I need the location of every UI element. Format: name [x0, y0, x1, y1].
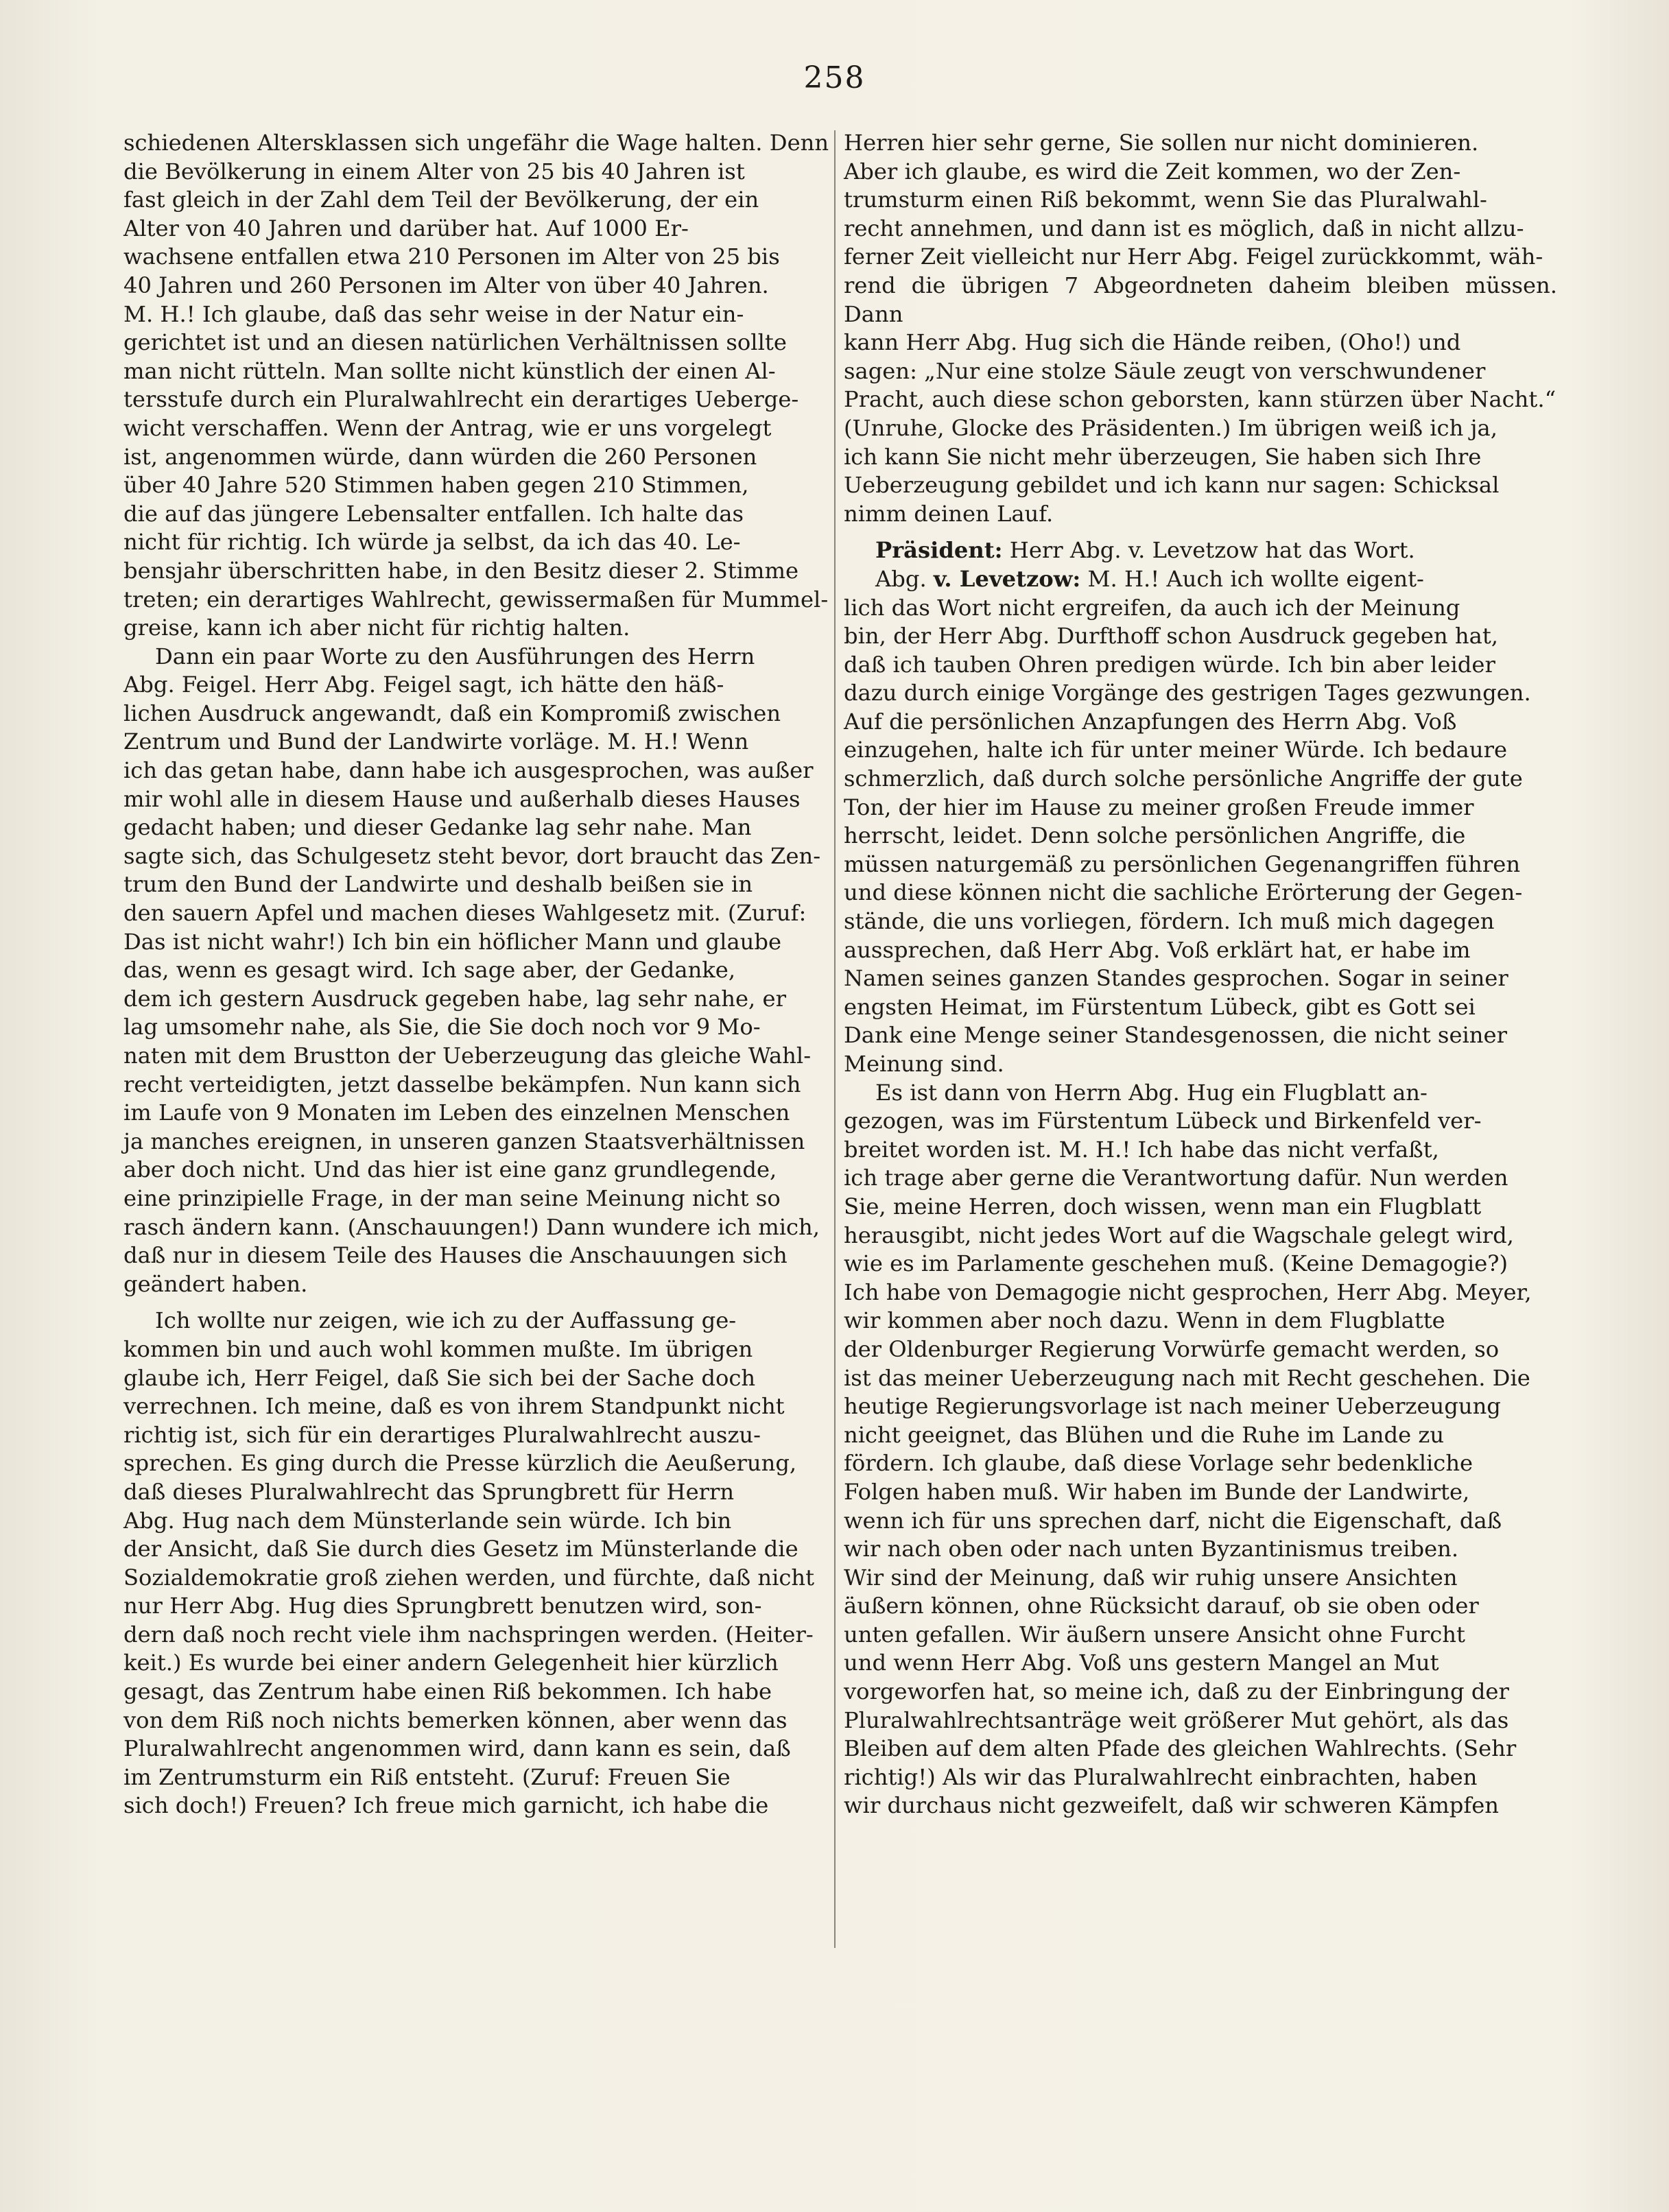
text-line: Das ist nicht wahr!) Ich bin ein höflicher Mann und glaube: [123, 928, 782, 955]
text-line: der Oldenburger Regierung Vorwürfe gemacht werden, so: [844, 1335, 1500, 1362]
text-line: trum den Bund der Landwirte und deshalb beißen sie in: [123, 871, 753, 898]
text-line: daß dieses Pluralwahlrecht das Sprungbrett für Herrn: [123, 1478, 735, 1505]
text-line: daß nur in diesem Teile des Hauses die Anschauungen sich: [123, 1242, 788, 1269]
text-line: gerichtet ist und an diesen natürlichen Verhältnissen sollte: [123, 329, 787, 356]
text-line: nur Herr Abg. Hug dies Sprungbrett benutzen wird, son-: [123, 1593, 762, 1619]
text-line: 40 Jahren und 260 Personen im Alter von über 40 Jahren.: [123, 272, 769, 298]
text-line: Meinung sind.: [844, 1051, 1004, 1077]
text-line: Ueberzeugung gebildet und ich kann nur sagen: Schicksal: [844, 472, 1500, 499]
text-line: dazu durch einige Vorgänge des gestrigen Tages gezwungen.: [844, 680, 1531, 706]
text-line: stände, die uns vorliegen, fördern. Ich muß mich dagegen: [844, 908, 1495, 935]
text-line: verrechnen. Ich meine, daß es von ihrem Standpunkt nicht: [123, 1393, 785, 1420]
paragraph: [123, 643, 837, 1299]
text-line: sich doch!) Freuen? Ich freue mich garnicht, ich habe die: [123, 1792, 769, 1819]
left-column: [123, 129, 837, 1820]
speaker-name: v. Levetzow:: [933, 565, 1081, 592]
text-line: der Ansicht, daß Sie durch dies Gesetz im Münsterlande die: [123, 1536, 798, 1562]
text-line: man nicht rütteln. Man sollte nicht künstlich der einen Al-: [123, 357, 776, 384]
text-line: die auf das jüngere Lebensalter entfallen. Ich halte das: [123, 500, 744, 527]
text-line: wir durchaus nicht gezweifelt, daß wir schweren Kämpfen: [844, 1792, 1500, 1819]
text-line: das, wenn es gesagt wird. Ich sage aber, der Gedanke,: [123, 957, 736, 984]
text-line: wie es im Parlamente geschehen muß. (Keine Demagogie?): [844, 1250, 1508, 1277]
text-line: greise, kann ich aber nicht für richtig halten.: [123, 615, 630, 641]
speech-text: M. H.! Auch ich wollte eigent-: [1087, 565, 1424, 592]
text-line: wenn ich für uns sprechen darf, nicht die Eigenschaft, daß: [844, 1507, 1502, 1534]
text-line: kommen bin und auch wohl kommen mußte. Im übrigen: [123, 1335, 753, 1362]
text-line: den sauern Apfel und machen dieses Wahlgesetz mit. (Zuruf:: [123, 900, 807, 927]
text-line: wir nach oben oder nach unten Byzantinismus treiben.: [844, 1536, 1459, 1562]
text-line: Ich habe von Demagogie nicht gesprochen, Herr Abg. Meyer,: [844, 1279, 1532, 1305]
text-line: schmerzlich, daß durch solche persönliche Angriffe der gute: [844, 765, 1523, 792]
text-line: sagen: „Nur eine stolze Säule zeugt von verschwundener: [844, 357, 1486, 384]
text-line: und diese können nicht die sachliche Erörterung der Gegen-: [844, 879, 1523, 906]
speech-text: Herr Abg. v. Levetzow hat das Wort.: [1009, 537, 1415, 564]
text-line: herausgibt, nicht jedes Wort auf die Wagschale gelegt wird,: [844, 1222, 1514, 1248]
text-line: im Laufe von 9 Monaten im Leben des einzelnen Menschen: [123, 1099, 790, 1126]
text-line: über 40 Jahre 520 Stimmen haben gegen 210 Stimmen,: [123, 472, 749, 499]
text-line: ja manches ereignen, in unseren ganzen Staatsverhältnissen: [123, 1128, 805, 1154]
text-line: daß ich tauben Ohren predigen würde. Ich bin aber leider: [844, 651, 1495, 678]
text-line: sagte sich, das Schulgesetz steht bevor, dort braucht das Zen-: [123, 842, 821, 869]
text-line: Pluralwahlrechtsanträge weit größerer Mut gehört, als das: [844, 1706, 1509, 1733]
text-line: keit.) Es wurde bei einer andern Gelegenheit hier kürzlich: [123, 1650, 779, 1676]
text-line: aber doch nicht. Und das hier ist eine ganz grundlegende,: [123, 1156, 777, 1183]
text-line: Abg. Feigel. Herr Abg. Feigel sagt, ich hätte den häß-: [123, 671, 724, 698]
right-column: [844, 129, 1557, 1820]
speaker-name: Präsident:: [875, 537, 1003, 564]
paragraph: [844, 129, 1557, 528]
text-line: schiedenen Altersklassen sich ungefähr die Wage halten. Denn: [123, 130, 829, 156]
text-line: vorgeworfen hat, so meine ich, daß zu der Einbringung der: [844, 1678, 1509, 1705]
text-line: fördern. Ich glaube, daß diese Vorlage sehr bedenkliche: [844, 1450, 1473, 1477]
text-line: Folgen haben muß. Wir haben im Bunde der Landwirte,: [844, 1478, 1470, 1505]
text-line: lag umsomehr nahe, als Sie, die Sie doch noch vor 9 Mo-: [123, 1014, 761, 1040]
text-line: engsten Heimat, im Fürstentum Lübeck, gibt es Gott sei: [844, 993, 1476, 1020]
paragraph: [123, 1307, 837, 1820]
text-line: ich kann Sie nicht mehr überzeugen, Sie haben sich Ihre: [844, 443, 1482, 470]
text-line: gedacht haben; und dieser Gedanke lag sehr nahe. Man: [123, 814, 752, 841]
text-line: nimm deinen Lauf.: [844, 500, 1054, 527]
text-line: und wenn Herr Abg. Voß uns gestern Mangel an Mut: [844, 1650, 1439, 1676]
text-line: wir kommen aber noch dazu. Wenn in dem Flugblatte: [844, 1307, 1445, 1334]
text-line: tersstufe durch ein Pluralwahlrecht ein derartiges Ueberge-: [123, 386, 799, 413]
text-line: (Unruhe, Glocke des Präsidenten.) Im übrigen weiß ich ja,: [844, 414, 1498, 441]
text-line: Namen seines ganzen Standes gesprochen. Sogar in seiner: [844, 965, 1508, 992]
page-number: 258: [803, 60, 866, 95]
text-line: die Bevölkerung in einem Alter von 25 bis 40 Jahren ist: [123, 158, 745, 185]
text-line: Pracht, auch diese schon geborsten, kann stürzen über Nacht.“: [844, 386, 1556, 413]
text-line: Herren hier sehr gerne, Sie sollen nur nicht dominieren.: [844, 130, 1479, 156]
text-line: Abg. Hug nach dem Münsterlande sein würde. Ich bin: [123, 1507, 732, 1534]
text-line: Es ist dann von Herrn Abg. Hug ein Flugblatt an-: [875, 1079, 1428, 1106]
text-line: dern daß noch recht viele ihm nachspringen werden. (Heiter-: [123, 1621, 814, 1648]
text-line: Dann ein paar Worte zu den Ausführungen des Herrn: [155, 643, 755, 669]
text-line: Bleiben auf dem alten Pfade des gleichen Wahlrechts. (Sehr: [844, 1735, 1517, 1762]
text-line: Sozialdemokratie groß ziehen werden, und fürchte, daß nicht: [123, 1564, 815, 1591]
text-line: unten gefallen. Wir äußern unsere Ansicht ohne Furcht: [844, 1621, 1465, 1648]
text-line: fast gleich in der Zahl dem Teil der Bevölkerung, der ein: [123, 187, 759, 213]
text-line: rend die übrigen 7 Abgeordneten daheim bleiben müssen. Dann: [844, 272, 1557, 327]
text-line: gezogen, was im Fürstentum Lübeck und Birkenfeld ver-: [844, 1108, 1482, 1134]
text-line: ist das meiner Ueberzeugung nach mit Recht geschehen. Die: [844, 1364, 1530, 1391]
text-line: herrscht, leidet. Denn solche persönlichen Angriffe, die: [844, 822, 1466, 849]
text-line: nicht geeignet, das Blühen und die Ruhe im Lande zu: [844, 1421, 1445, 1448]
text-line: mir wohl alle in diesem Hause und außerhalb dieses Hauses: [123, 785, 801, 812]
text-line: Auf die persönlichen Anzapfungen des Herrn Abg. Voß: [844, 708, 1457, 735]
text-line: bensjahr überschritten habe, in den Besitz dieser 2. Stimme: [123, 557, 799, 584]
text-line: aussprechen, daß Herr Abg. Voß erklärt hat, er habe im: [844, 936, 1471, 963]
text-line: Ich wollte nur zeigen, wie ich zu der Auffassung ge-: [155, 1307, 737, 1334]
paragraph: [123, 129, 837, 643]
text-line: recht verteidigten, jetzt dasselbe bekämpfen. Nun kann sich: [123, 1071, 801, 1097]
speech-line: [844, 565, 1557, 594]
text-line: treten; ein derartiges Wahlrecht, gewissermaßen für Mummel-: [123, 586, 829, 613]
text-line: Alter von 40 Jahren und darüber hat. Auf 1000 Er-: [123, 215, 689, 241]
text-line: bin, der Herr Abg. Durfthoff schon Ausdruck gegeben hat,: [844, 623, 1498, 650]
text-line: trumsturm einen Riß bekommt, wenn Sie das Pluralwahl-: [844, 187, 1487, 213]
text-line: Dank eine Menge seiner Standesgenossen, die nicht seiner: [844, 1022, 1507, 1049]
text-line: naten mit dem Brustton der Ueberzeugung das gleiche Wahl-: [123, 1043, 812, 1069]
text-line: gesagt, das Zentrum habe einen Riß bekommen. Ich habe: [123, 1678, 772, 1705]
text-line: richtig!) Als wir das Pluralwahlrecht einbrachten, haben: [844, 1763, 1478, 1790]
text-line: wicht verschaffen. Wenn der Antrag, wie er uns vorgelegt: [123, 414, 772, 441]
text-line: lich das Wort nicht ergreifen, da auch ich der Meinung: [844, 594, 1460, 621]
text-line: M. H.! Ich glaube, daß das sehr weise in der Natur ein-: [123, 300, 744, 327]
text-line: breitet worden ist. M. H.! Ich habe das nicht verfaßt,: [844, 1136, 1439, 1163]
text-line: äußern können, ohne Rücksicht darauf, ob sie oben oder: [844, 1593, 1479, 1619]
speaker-turn-levetzow: [844, 565, 1557, 1079]
text-line: ich trage aber gerne die Verantwortung dafür. Nun werden: [844, 1165, 1508, 1191]
text-line: dem ich gestern Ausdruck gegeben habe, lag sehr nahe, er: [123, 985, 786, 1012]
text-line: ferner Zeit vielleicht nur Herr Abg. Feigel zurückkommt, wäh-: [844, 243, 1543, 270]
text-line: lichen Ausdruck angewandt, daß ein Kompromiß zwischen: [123, 700, 781, 726]
text-line: geändert haben.: [123, 1270, 308, 1297]
text-line: Wir sind der Meinung, daß wir ruhig unsere Ansichten: [844, 1564, 1458, 1591]
text-line: Sie, meine Herren, doch wissen, wenn man ein Flugblatt: [844, 1193, 1482, 1220]
text-line: eine prinzipielle Frage, in der man seine Meinung nicht so: [123, 1185, 781, 1211]
text-line: ich das getan habe, dann habe ich ausgesprochen, was außer: [123, 757, 814, 784]
text-line: ist, angenommen würde, dann würden die 260 Personen: [123, 443, 757, 470]
speaker-turn-president: [844, 536, 1557, 565]
text-line: nicht für richtig. Ich würde ja selbst, da ich das 40. Le-: [123, 529, 741, 556]
text-line: im Zentrumsturm ein Riß entsteht. (Zuruf: Freuen Sie: [123, 1763, 731, 1790]
text-line: recht annehmen, und dann ist es möglich, daß in nicht allzu-: [844, 215, 1524, 241]
text-line: kann Herr Abg. Hug sich die Hände reiben, (Oho!) und: [844, 329, 1461, 356]
text-line: rasch ändern kann. (Anschauungen!) Dann wundere ich mich,: [123, 1213, 820, 1240]
speaker-prefix: Abg.: [875, 565, 927, 592]
text-line: Aber ich glaube, es wird die Zeit kommen, wo der Zen-: [844, 158, 1461, 185]
paragraph: [844, 1079, 1557, 1820]
text-line: wachsene entfallen etwa 210 Personen im Alter von 25 bis: [123, 243, 780, 270]
speech-body: [844, 594, 1557, 1079]
text-line: sprechen. Es ging durch die Presse kürzlich die Aeußerung,: [123, 1450, 797, 1477]
text-line: einzugehen, halte ich für unter meiner Würde. Ich bedaure: [844, 737, 1508, 763]
text-line: Zentrum und Bund der Landwirte vorläge. M. H.! Wenn: [123, 728, 749, 755]
text-line: richtig ist, sich für ein derartiges Pluralwahlrecht auszu-: [123, 1421, 761, 1448]
text-line: glaube ich, Herr Feigel, daß Sie sich bei der Sache doch: [123, 1364, 756, 1391]
text-line: von dem Riß noch nichts bemerken können, aber wenn das: [123, 1706, 788, 1733]
text-line: müssen naturgemäß zu persönlichen Gegenangriffen führen: [844, 851, 1521, 877]
text-line: Ton, der hier im Hause zu meiner großen Freude immer: [844, 794, 1474, 820]
text-line: heutige Regierungsvorlage ist nach meiner Ueberzeugung: [844, 1393, 1501, 1420]
column-divider: [834, 130, 836, 1948]
text-line: Pluralwahlrecht angenommen wird, dann kann es sein, daß: [123, 1735, 791, 1762]
